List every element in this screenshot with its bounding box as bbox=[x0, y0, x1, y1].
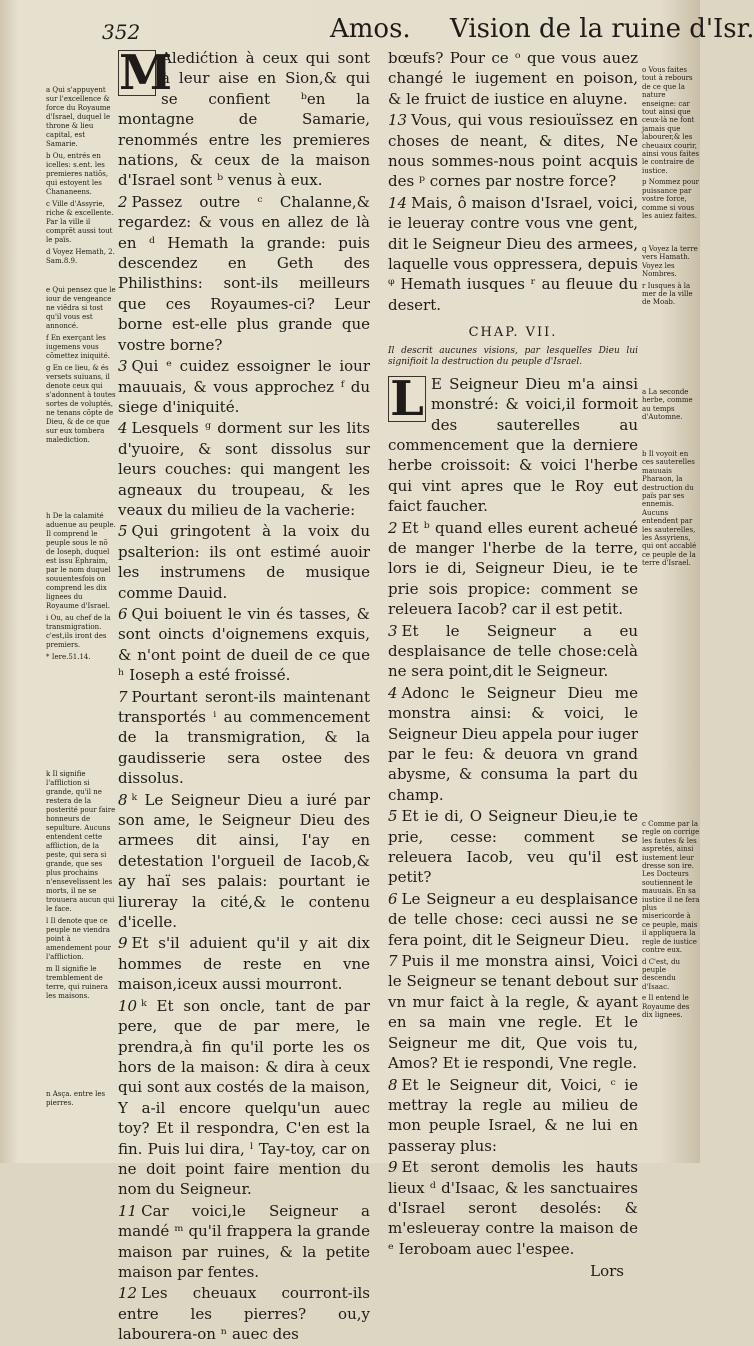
margin-note: b Il voyoit en ces sauterelles mauuais Pharaon, la destruction du païs par ses ennemis. Aucuns entendent par les sauterelles, les Assyriens, qui ont accablé ce peuple de la terre d'Israel. bbox=[642, 450, 697, 568]
right-margin-notes-d bbox=[642, 450, 700, 571]
verse-text: Passez outre ᶜ Chalanne,& regardez: & vous en allez de là en ᵈ Hemath la grande: puis descendez en Geth des Philisthins: sont-ils meilleurs que ces Royaumes-ci? Leur borne est-elle plus grande que vostre borne? bbox=[118, 192, 370, 354]
chapter7-verse-9 bbox=[388, 1157, 638, 1259]
verse-text: Vous, qui vous resiouïssez en choses de neant, & dites, Ne nous sommes-nous point acquis des ᵖ cornes par nostre force? bbox=[388, 111, 638, 191]
margin-note: n Asça. entre les pierres. bbox=[46, 1090, 106, 1107]
verse-5 bbox=[118, 521, 370, 603]
margin-note: r Iusques à la mer de la ville de Moab. bbox=[642, 281, 693, 307]
verse-number: 6 bbox=[388, 889, 398, 908]
verse-2 bbox=[118, 192, 370, 355]
verse-text: Qui gringotent à la voix du psalterion: ils ont estimé auoir les instrumens de musique comme Dauid. bbox=[118, 522, 370, 602]
verse-number: 4 bbox=[118, 419, 128, 438]
margin-note: i Ou, au chef de la transmigration. c'est,ils iront des premiers. bbox=[46, 614, 111, 649]
verse-number: 8 bbox=[118, 790, 128, 809]
margin-note: * Iere.51.14. bbox=[46, 653, 91, 661]
margin-note: a Qui s'appuyent sur l'excellence & force du Royaume d'Israel, duquel le throne & lieu capital, est Samarie. bbox=[46, 86, 111, 148]
verse-text: Car voici,le Seigneur a mandé ᵐ qu'il frappera la grande maison par ruines, & la petite maison par fentes. bbox=[118, 1201, 370, 1281]
verse-number: 7 bbox=[388, 952, 398, 971]
verse-14 bbox=[388, 193, 638, 315]
verse-text: Pourtant seront-ils maintenant transportés ⁱ au commencement de la transmigration, & la gaudisserie sera ostee des dissolus. bbox=[118, 687, 370, 788]
right-margin-notes-e bbox=[642, 820, 700, 1022]
left-margin-notes-d bbox=[46, 770, 116, 1004]
verse-10 bbox=[118, 996, 370, 1200]
verse-number: 10 bbox=[118, 996, 138, 1015]
left-margin-notes-e bbox=[46, 1090, 116, 1111]
verse-3 bbox=[118, 356, 370, 417]
chapter7-verse-5 bbox=[388, 806, 638, 888]
margin-note: m Il signifie le tremblement de terre, qui ruinera les maisons. bbox=[46, 965, 108, 1000]
margin-note: k Il signifie l'affliction si grande, qu'il ne restera de la posterité pour faire honneurs de sepulture. Aucuns entendent cette affliction, de la peste, qui sera si grande, que ses plus prochains n'ensevelissent les morts, il ne se trouuera aucun qui le face. bbox=[46, 770, 116, 913]
verse-number: 9 bbox=[118, 934, 128, 953]
verse-text: Mais, ô maison d'Israel, voici, ie leueray contre vous vne gent, dit le Seigneur Dieu des armees, laquelle vous oppressera, depuis ᵠ Hemath iusques ʳ au fleuue du desert. bbox=[388, 193, 638, 314]
verse-4 bbox=[118, 418, 370, 520]
chapter7-verse-7 bbox=[388, 951, 638, 1073]
verse-number: 7 bbox=[118, 687, 128, 706]
left-margin-notes-b bbox=[46, 286, 116, 448]
dropcap-initial: M bbox=[119, 45, 173, 101]
margin-note: o Vous faites tout à rebours de ce que la nature enseigne: car tout ainsi que ceux-là ne font jamais que labourer,& les cheuaux courir, ainsi vous faites le contraire de iustice. bbox=[642, 66, 700, 175]
chapter7-verse-3 bbox=[388, 621, 638, 682]
verse-number: 14 bbox=[388, 193, 408, 212]
chapter7-verse-2 bbox=[388, 518, 638, 620]
margin-note: g En ce lieu, & és versets suiuans, il denote ceux qui s'adonnent à toutes sortes de voluptés, ne tenans cõpte de Dieu, & de ce que sur eux tombera malediction. bbox=[46, 364, 116, 444]
verse-text: Lesquels ᵍ dorment sur les lits d'yuoire, & sont dissolus sur leurs couches: qui mangent les agneaux du troupeau, & les veaux du milieu de la vacherie: bbox=[118, 419, 370, 519]
verse-number: 5 bbox=[388, 807, 398, 826]
verse-12-continued: bœufs? Pour ce ᵒ que vous auez changé le iugement en poison, & le fruict de iustice en aluyne. bbox=[388, 49, 638, 108]
verse-number: 6 bbox=[118, 604, 128, 623]
verse-text: E Seigneur Dieu m'a ainsi monstré: & voici,il formoit des sauterelles au commencement que la derniere herbe croissoit: & voici l'herbe qui vint apres que le Roy eut faict faucher. bbox=[388, 374, 638, 516]
verse-text: Et le Seigneur a eu desplaisance de telle chose:celà ne sera point,dit le Seigneur. bbox=[388, 621, 638, 681]
verse-text: Et le Seigneur dit, Voici, ᶜ ie mettray la regle au milieu de mon peuple Israel, & ne lui en passeray plus: bbox=[388, 1075, 638, 1155]
chapter-heading: CHAP. VII. bbox=[468, 325, 558, 341]
verse-number: 8 bbox=[388, 1075, 398, 1094]
right-margin-notes-c bbox=[642, 388, 700, 425]
verse-text: Qui ᵉ cuidez essoigner le iour mauuais, & vous approchez ᶠ du siege d'iniquité. bbox=[118, 357, 370, 416]
chapter7-verse-8 bbox=[388, 1075, 638, 1157]
verse-text: Et ᵇ quand elles eurent acheué de manger l'herbe de la terre, lors ie di, Seigneur Dieu, ie te prie sois propice: comment se releuera Iacob? car il est petit. bbox=[388, 518, 638, 619]
margin-note: a La seconde herbe, comme au temps d'Automne. bbox=[642, 388, 693, 422]
verse-13 bbox=[388, 110, 638, 192]
catchword: Lors bbox=[590, 1262, 624, 1281]
verse-text: Les cheuaux courront-ils entre les pierres? ou,y labourera-on ⁿ auec des bbox=[118, 1284, 370, 1344]
verse-number: 11 bbox=[118, 1201, 138, 1220]
text-column-right bbox=[388, 48, 638, 1282]
chapter7-verse-1 bbox=[388, 370, 638, 517]
chapter7-verse-4 bbox=[388, 683, 638, 805]
verse-number: 9 bbox=[388, 1158, 398, 1177]
running-title: Vision de la ruine d'Isr. bbox=[450, 14, 754, 44]
verse-text: Puis il me monstra ainsi, Voici le Seigneur se tenant debout sur vn mur faict à la regle, & ayant en sa main vne regle. Et le Seigneur me dit, Que vois tu, Amos? Et ie respondi, Vne regle. bbox=[388, 952, 638, 1073]
page-number: 352 bbox=[102, 20, 141, 44]
verse-11 bbox=[118, 1201, 370, 1283]
right-margin-notes-a bbox=[642, 66, 700, 223]
verse-number: 2 bbox=[118, 192, 128, 211]
left-margin-notes-a bbox=[46, 86, 116, 269]
dropcap-initial: L bbox=[388, 376, 426, 422]
verse-text: Et ie di, O Seigneur Dieu,ie te prie, cesse: comment se releuera Iacob, veu qu'il est petit? bbox=[388, 807, 638, 887]
verse-number: 12 bbox=[118, 1284, 138, 1303]
margin-note: b Ou, entrés en icelles: s.ent. les premieres natiõs, qui estoyent les Chananeens. bbox=[46, 152, 109, 196]
verse-1 bbox=[118, 45, 370, 191]
right-margin-notes-b bbox=[642, 245, 700, 310]
margin-note: c Comme par la regle on corrige les fautes & les aspretés, ainsi iustement leur dresse son ire. Les Docteurs soutiennent le mauuais. En sa iustice il ne fera plus misericorde à ce peuple, mais il appliquera la regle de iustice contre eux. bbox=[642, 820, 700, 955]
text-column-left bbox=[118, 45, 370, 1346]
left-margin-notes-c bbox=[46, 512, 116, 665]
verse-number: 13 bbox=[388, 111, 408, 130]
margin-note: h De la calamité aduenue au peuple. Il comprend le peuple sous le nõ de Ioseph, duquel est issu Ephraim, par le nom duquel souuentesfois on comprend les dix lignees du Royaume d'Israel. bbox=[46, 512, 116, 610]
verse-7 bbox=[118, 687, 370, 789]
verse-text: Et seront demolis les hauts lieux ᵈ d'Isaac, & les sanctuaires d'Israel seront desolés: & m'esleueray contre la maison de ᵉ Ieroboam auec l'espee. bbox=[388, 1158, 638, 1258]
margin-note: d Voyez Hemath, 2. Sam.8.9. bbox=[46, 248, 115, 265]
verse-6 bbox=[118, 604, 370, 686]
margin-note: q Voyez la terre vers Hamath. Voyez les Nombres. bbox=[642, 245, 698, 279]
verse-text: Le Seigneur a eu desplaisance de telle chose: ceci aussi ne se fera point, dit le Seigneur Dieu. bbox=[388, 889, 638, 949]
running-header bbox=[100, 14, 754, 46]
margin-note: c Ville d'Assyrie, riche & excellente. Par la ville il comprẽt aussi tout le païs. bbox=[46, 200, 114, 244]
margin-note: l Il denote que ce peuple ne viendra point à amendement pour l'affliction. bbox=[46, 917, 111, 961]
book-title: Amos. bbox=[330, 14, 411, 44]
margin-note: d C'est, du peuple descendu d'Isaac. bbox=[642, 957, 680, 991]
verse-text: ᵏ Le Seigneur Dieu a iuré par son ame, le Seigneur Dieu des armees dit ainsi, I'ay en detestation l'orgueil de Iacob,& ay haï ses palais: pourtant ie liureray la cité,& le contenu d'icelle. bbox=[118, 790, 370, 932]
verse-text: Qui boiuent le vin és tasses, & sont oincts d'oignemens exquis, & n'ont point de dueil de ce que ʰ Ioseph a esté froissé. bbox=[118, 604, 370, 685]
verse-number: 4 bbox=[388, 683, 398, 702]
verse-number: 5 bbox=[118, 522, 128, 541]
chapter-summary: Il descrit aucunes visions, par lesquelles Dieu lui signifioit la destruction du peuple d'Israel. bbox=[388, 345, 638, 367]
verse-text: Et s'il aduient qu'il y ait dix hommes de reste en vne maison,iceux aussi mourront. bbox=[118, 934, 370, 994]
margin-note: e Qui pensez que le iour de vengeance ne viẽdra si tost qu'il vous est annoncé. bbox=[46, 286, 116, 330]
verse-9 bbox=[118, 933, 370, 994]
chapter7-verse-6 bbox=[388, 889, 638, 950]
margin-note: e Il entend le Royaume des dix lignees. bbox=[642, 994, 690, 1019]
verse-text: Aledićtion à ceux qui sont à leur aise en Sion,& qui se confient ᵇen la montagne de Samarie, renommés entre les premieres nations, & ceux de la maison d'Israel sont ᵇ venus à eux. bbox=[118, 49, 370, 190]
verse-number: 2 bbox=[388, 518, 398, 537]
margin-note: p Nommez pour puissance par vostre force, comme si vous les auiez faites. bbox=[642, 178, 699, 220]
verse-text: Adonc le Seigneur Dieu me monstra ainsi: & voici, le Seigneur Dieu appela pour iuger par le feu: & deuora vn grand abysme, & consuma la part du champ. bbox=[388, 683, 638, 804]
margin-note: f En exerçant les iugemens vous cõmettez iniquité. bbox=[46, 334, 110, 360]
verse-number: 3 bbox=[118, 357, 128, 376]
verse-12 bbox=[118, 1283, 370, 1344]
verse-text: ᵏ Et son oncle, tant de par pere, que de par mere, le prendra,à fin qu'il porte les os hors de la maison: & dira à ceux qui sont aux costés de la maison, Y a-il encore quelqu'un auec toy? Et il respondra, C'en est la fin. Puis lui dira, ˡ Tay-toy, car on ne doit point faire mention du nom du Seigneur. bbox=[118, 996, 370, 1199]
verse-8 bbox=[118, 790, 370, 933]
verse-number: 3 bbox=[388, 621, 398, 640]
